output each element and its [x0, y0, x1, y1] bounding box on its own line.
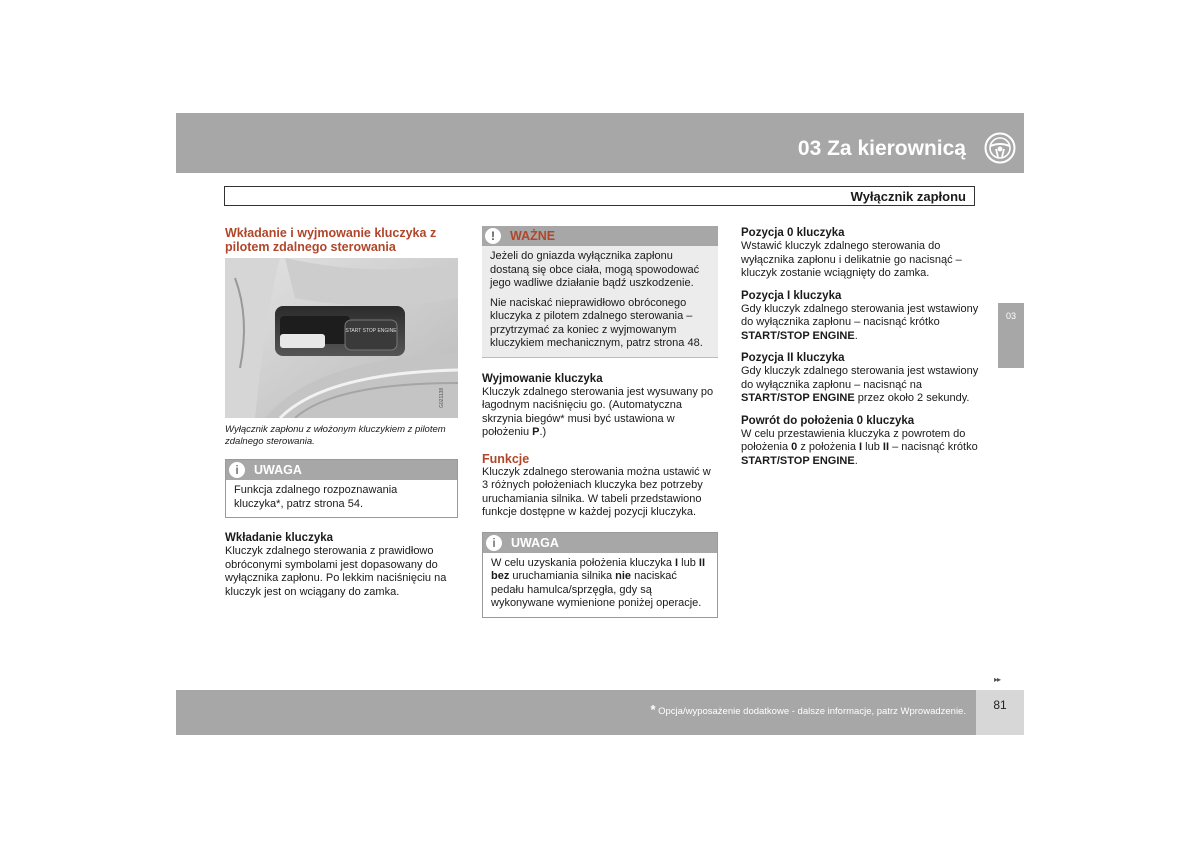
- insert-remove-heading: Wkładanie i wyjmowanie kluczyka z pilotem zdalnego sterowania: [225, 226, 437, 254]
- remove-key-body: Kluczyk zdalnego sterowania jest wysuwany po łagodnym naciśnięciu go. (Automatyczna skrzynia biegów* musi być ustawiona w położeniu P.): [482, 385, 714, 438]
- insert-key-heading: Wkładanie kluczyka: [225, 532, 334, 544]
- photo-caption: Wyłącznik zapłonu z włożonym kluczykiem z pilotem zdalnego sterowania.: [225, 424, 446, 447]
- position-2-body: Gdy kluczyk zdalnego sterowania jest wstawiony do wyłącznika zapłonu – nacisnąć na START/STOP ENGINE przez około 2 sekundy.: [741, 365, 979, 404]
- position-0-heading: Pozycja 0 kluczyka: [741, 227, 845, 239]
- chapter-title: 03 Za kierownicą: [797, 137, 966, 160]
- info-icon: i: [486, 535, 502, 551]
- position-1-body: Gdy kluczyk zdalnego sterowania jest wstawiony do wyłącznika zapłonu – nacisnąć krótko START/STOP ENGINE.: [741, 302, 979, 342]
- column-left: [225, 226, 458, 599]
- section-title-box: [224, 186, 975, 206]
- steering-wheel-icon: [984, 132, 1016, 164]
- column-right: [741, 226, 981, 468]
- section-title: Wyłącznik zapłonu: [850, 189, 966, 204]
- note-header: [226, 460, 457, 480]
- functions-body: Kluczyk zdalnego sterowania można ustawić w 3 różnych położeniach kluczyka bez potrzeby uruchamiania silnika. W tabeli przedstawiono funkcje dostępne w każdej pozycji kluczyka.: [482, 465, 711, 518]
- photo-code: G021138: [439, 387, 445, 408]
- photo-button-text: START STOP ENGINE: [345, 328, 397, 334]
- ignition-switch-illustration: [225, 258, 458, 418]
- remove-key-heading: Wyjmowanie kluczyka: [482, 372, 603, 385]
- ignition-photo: [225, 258, 458, 418]
- position-2-heading: Pozycja II kluczyka: [741, 352, 845, 364]
- warning-box: [482, 226, 718, 358]
- note-text: W celu uzyskania położenia kluczyka I lub II bez uruchamiania silnika nie naciskać pedału hamulca/sprzęgła, gdy są wykonywane wymienione poniżej operacje.: [491, 556, 706, 609]
- warning-text-1: Jeżeli do gniazda wyłącznika zapłonu dostaną się obce ciała, mogą spowodować jego wadliwe działanie bądź uszkodzenie.: [490, 250, 700, 289]
- return-to-0-body: W celu przestawienia kluczyka z powrotem do położenia 0 z położenia I lub II – nacisnąć krótko START/STOP ENGINE.: [741, 427, 978, 467]
- warning-text-2: Nie naciskać nieprawidłowo obróconego kluczyka z pilotem zdalnego sterowania – przytrzymać za koniec z wyjmowanym kluczykiem mechanicznym, patrz strona 48.: [490, 296, 703, 349]
- page-number: 81: [993, 698, 1007, 712]
- side-tab-label: 03: [1005, 311, 1016, 321]
- note-label: UWAGA: [511, 535, 559, 550]
- note-box-remote-recognition: [225, 459, 458, 518]
- note-label: UWAGA: [254, 463, 302, 477]
- return-to-0-heading: Powrót do położenia 0 kluczyka: [741, 414, 915, 427]
- footer-note: * Opcja/wyposażenie dodatkowe - dalsze informacje, patrz Wprowadzenie.: [650, 702, 966, 717]
- chapter-side-tab[interactable]: [998, 303, 1024, 368]
- note-header: [483, 533, 717, 553]
- warning-label: WAŻNE: [510, 229, 556, 243]
- chapter-icon-box: [976, 113, 1024, 173]
- position-1-heading: Pozycja I kluczyka: [741, 289, 842, 302]
- footer-band: [176, 690, 976, 735]
- note-box-positions: [482, 532, 718, 618]
- insert-key-body: Kluczyk zdalnego sterowania z prawidłowo obróconymi symbolami jest dopasowany do wyłącznika zapłonu. Po lekkim naciśnięciu na kluczyk jest on wciągany do zamka.: [225, 545, 447, 598]
- functions-heading: Funkcje: [482, 451, 530, 466]
- exclamation-icon: !: [485, 228, 501, 244]
- continue-arrows-icon: ▸▸: [994, 675, 1001, 684]
- position-0-body: Wstawić kluczyk zdalnego sterowania do wyłącznika zapłonu i delikatnie go nacisnąć – kluczyk zostanie wciągnięty do zamka.: [741, 240, 962, 279]
- column-middle: [482, 226, 718, 618]
- page-number-box: [976, 690, 1024, 735]
- warning-header: [482, 226, 718, 246]
- note-text: Funkcja zdalnego rozpoznawania kluczyka*, patrz strona 54.: [234, 484, 398, 510]
- chapter-header-band: [176, 113, 976, 173]
- info-icon: i: [229, 462, 245, 478]
